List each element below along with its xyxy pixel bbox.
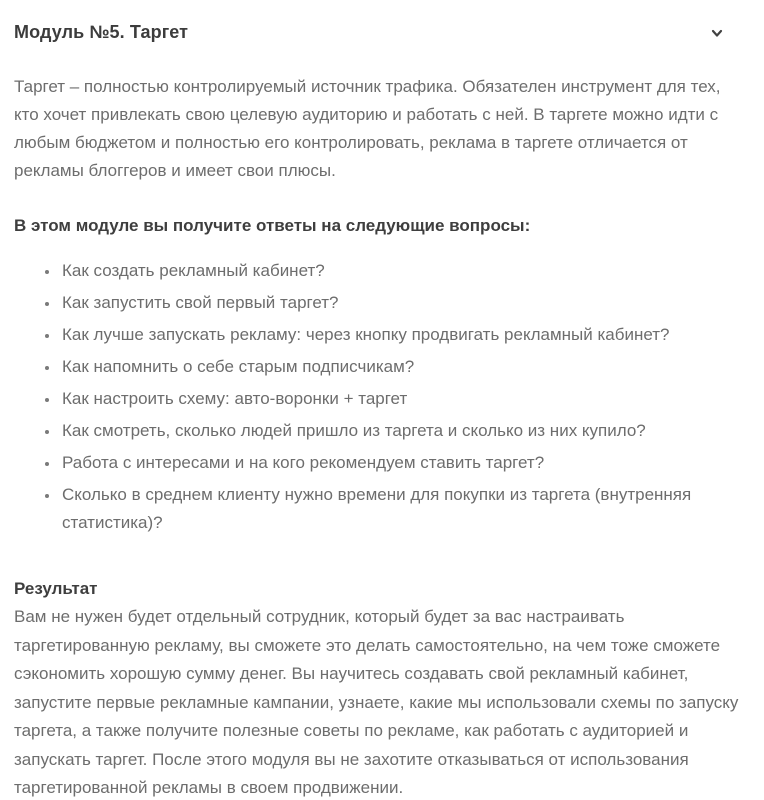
list-item: • Как запустить свой первый таргет? <box>60 289 740 317</box>
accordion-header[interactable] <box>14 14 748 49</box>
result-text: Вам не нужен будет отдельный сотрудник, который будет за вас настраивать таргетированную рекламу, вы сможете это делать самостоятельно, на чем тоже сможете сэкономить хорошую сумму денег. Вы научитесь создавать свой рекламный кабинет, запустите первые рекламные кампании, узнаете, какие мы использовали схемы по запуску таргета, а также получите полезные советы по рекламе, как работать с аудиторией и запускать таргет. После этого модуля вы не захотите отказываться от использования таргетированной рекламы в своем продвижении. <box>14 607 739 797</box>
result-heading: Результат <box>14 579 98 598</box>
module-description: Таргет – полностью контролируемый источник трафика. Обязателен инструмент для тех, кто хочет привлекать свою целевую аудиторию и работать с ней. В таргете можно идти с любым бюджетом и полностью его контролировать, реклама в таргете отличается от рекламы блоггеров и имеет свои плюсы. <box>14 77 721 180</box>
list-item: • Сколько в среднем клиенту нужно времени для покупки из таргета (внутренняя статистика)? <box>60 481 740 537</box>
list-item: • Как смотреть, сколько людей пришло из таргета и сколько из них купило? <box>60 417 740 445</box>
chevron-down-icon[interactable] <box>710 26 724 40</box>
list-item: • Как напомнить о себе старым подписчикам? <box>60 353 740 381</box>
list-item: • Работа с интересами и на кого рекомендуем ставить таргет? <box>60 449 740 477</box>
list-item: • Как настроить схему: авто-воронки + таргет <box>60 385 740 413</box>
module-title: Модуль №5. Таргет <box>14 22 189 42</box>
list-item: • Как лучше запускать рекламу: через кнопку продвигать рекламный кабинет? <box>60 321 740 349</box>
questions-heading: В этом модуле вы получите ответы на следующие вопросы: <box>14 216 531 235</box>
result-section <box>14 575 748 800</box>
questions-list <box>14 257 748 537</box>
list-item: • Как создать рекламный кабинет? <box>60 257 740 285</box>
